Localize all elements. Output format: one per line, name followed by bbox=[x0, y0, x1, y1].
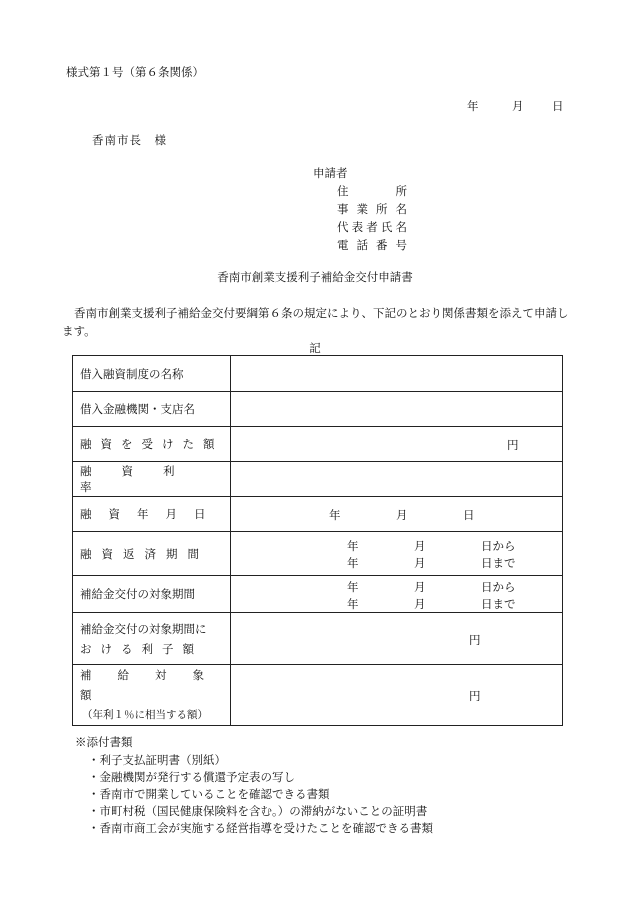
applicant-phone-label bbox=[337, 237, 407, 253]
label-char: 名 bbox=[395, 220, 407, 234]
date-year: 年 bbox=[467, 99, 479, 113]
table-row bbox=[73, 392, 563, 427]
application-table bbox=[72, 355, 563, 726]
bank-branch-field[interactable] bbox=[231, 392, 563, 427]
repayment-period-field[interactable] bbox=[231, 532, 563, 576]
label-char: 氏 bbox=[380, 220, 393, 234]
year-mark: 年 bbox=[347, 580, 359, 594]
label-char: 電 bbox=[337, 238, 349, 252]
table-row bbox=[73, 462, 563, 497]
body-paragraph: 香南市創業支援利子補給金交付要綱第６条の規定により、下記のとおり関係書類を添えて申請します。 bbox=[62, 306, 569, 338]
table-row bbox=[73, 532, 563, 576]
label-char: 住 bbox=[337, 184, 349, 198]
applicant-address-label bbox=[337, 183, 407, 199]
bank-branch-label: 借入金融機関・支店名 bbox=[73, 392, 231, 427]
attachment-item: ・金融機関が発行する償還予定表の写し bbox=[88, 770, 295, 784]
label-char: 号 bbox=[395, 238, 407, 252]
date-month: 月 bbox=[512, 99, 524, 113]
subsidy-period-field[interactable] bbox=[231, 576, 563, 613]
applicant-rep-label bbox=[337, 219, 407, 235]
table-row bbox=[73, 665, 563, 726]
subsidy-target-label: 補給対象額 （年利１％に相当する額） bbox=[73, 665, 231, 726]
label-char: 名 bbox=[395, 202, 407, 216]
attachment-item: ・香南市で開業していることを確認できる書類 bbox=[88, 787, 330, 801]
attachment-item: ・市町村税（国民健康保険料を含む。）の滞納がないことの証明書 bbox=[88, 804, 428, 818]
year-mark: 年 bbox=[329, 508, 341, 522]
month-mark: 月 bbox=[414, 597, 426, 611]
yen-unit: 円 bbox=[469, 632, 481, 647]
addressee: 香南市長 様 bbox=[92, 133, 167, 147]
label-char: 代 bbox=[337, 220, 349, 234]
year-mark: 年 bbox=[347, 555, 359, 570]
loan-date-label: 融資年月日 bbox=[73, 497, 231, 532]
subsidy-interest-field[interactable] bbox=[231, 613, 563, 665]
subsidy-period-label: 補給金交付の対象期間 bbox=[73, 576, 231, 613]
attachment-item: ・利子支払証明書（別紙） bbox=[88, 753, 226, 767]
date-line bbox=[467, 98, 564, 114]
year-mark: 年 bbox=[347, 538, 359, 553]
applicant-heading: 申請者 bbox=[313, 166, 348, 180]
loan-amount-field[interactable] bbox=[231, 427, 563, 462]
loan-amount-label: 融資を受けた額 bbox=[73, 427, 231, 462]
table-row bbox=[73, 356, 563, 392]
from-mark: 日から bbox=[481, 580, 516, 594]
table-row bbox=[73, 427, 563, 462]
subsidy-target-field[interactable] bbox=[231, 665, 563, 726]
yen-unit: 円 bbox=[507, 438, 519, 452]
applicant-office-label bbox=[337, 201, 407, 217]
subsidy-interest-label: 補給金交付の対象期間に おける利子額 bbox=[73, 613, 231, 665]
label-char: 話 bbox=[356, 238, 368, 252]
month-mark: 月 bbox=[414, 538, 426, 553]
yen-unit: 円 bbox=[469, 689, 481, 703]
label-char: 番 bbox=[376, 238, 388, 252]
month-mark: 月 bbox=[396, 508, 408, 522]
from-mark: 日から bbox=[481, 538, 516, 553]
attachments-heading: ※添付書類 bbox=[75, 735, 133, 749]
label-char: 所 bbox=[395, 184, 407, 198]
loan-program-label: 借入融資制度の名称 bbox=[73, 356, 231, 392]
label-char: 業 bbox=[356, 202, 368, 216]
to-mark: 日まで bbox=[481, 555, 516, 570]
month-mark: 月 bbox=[414, 580, 426, 594]
table-row bbox=[73, 613, 563, 665]
label-char: 表 bbox=[351, 220, 364, 234]
month-mark: 月 bbox=[414, 555, 426, 570]
day-mark: 日 bbox=[463, 508, 475, 522]
loan-program-field[interactable] bbox=[231, 356, 563, 392]
table-row bbox=[73, 497, 563, 532]
label-char: 所 bbox=[376, 202, 388, 216]
attachment-item: ・香南市商工会が実施する経営指導を受けたことを確認できる書類 bbox=[88, 821, 433, 835]
date-day: 日 bbox=[552, 99, 564, 113]
year-mark: 年 bbox=[347, 597, 359, 611]
form-number: 様式第１号（第６条関係） bbox=[66, 65, 204, 79]
ki-heading: 記 bbox=[309, 341, 321, 355]
document-title: 香南市創業支援利子補給金交付申請書 bbox=[217, 270, 413, 284]
repayment-period-label: 融資返済期間 bbox=[73, 532, 231, 576]
interest-rate-field[interactable] bbox=[231, 462, 563, 497]
label-char: 者 bbox=[366, 220, 378, 234]
interest-rate-label: 融資利率 bbox=[73, 462, 231, 497]
loan-date-field[interactable] bbox=[231, 497, 563, 532]
label-char: 事 bbox=[337, 202, 349, 216]
to-mark: 日まで bbox=[481, 597, 516, 611]
table-row bbox=[73, 576, 563, 613]
